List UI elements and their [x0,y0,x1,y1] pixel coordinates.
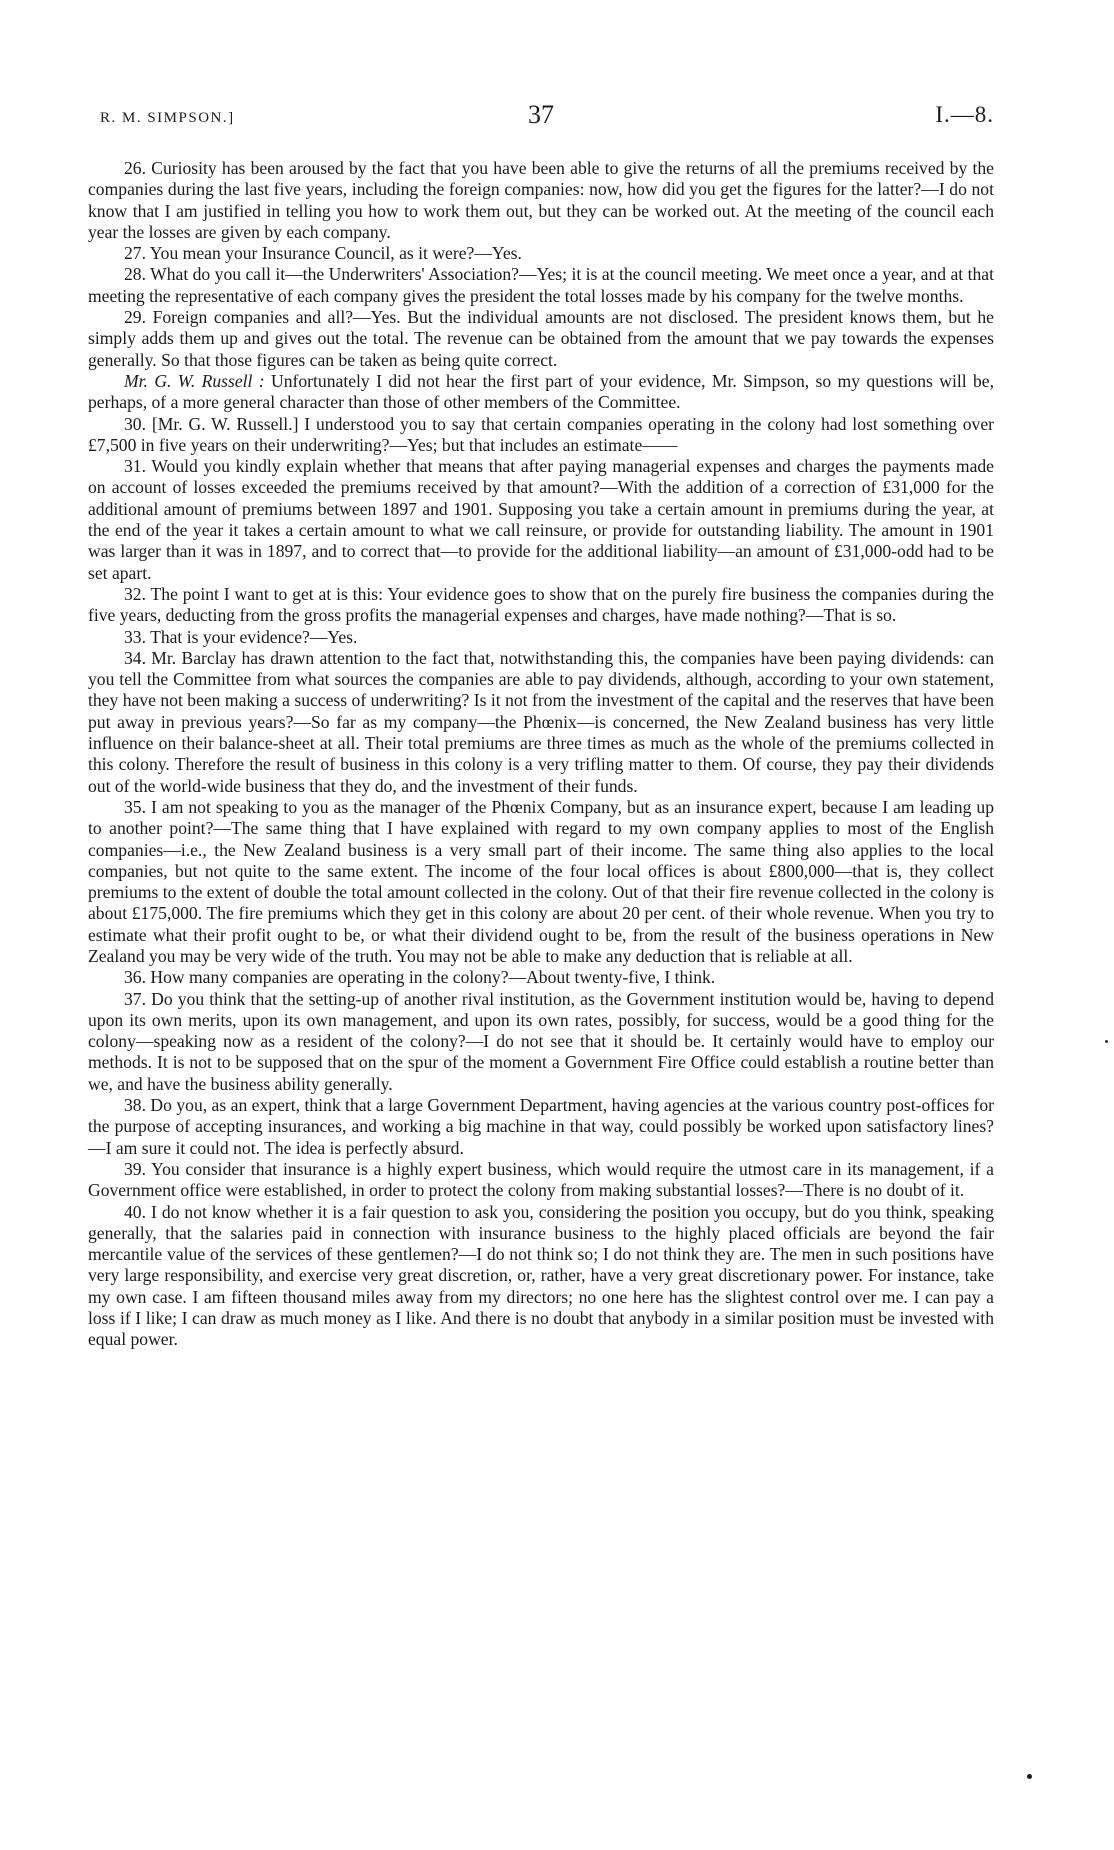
paragraph-35: 35. I am not speaking to you as the manager of the Phœnix Company, but as an insurance expert, because I am leading up to another point?—The same thing that I have explained with regard to my own company applies to most of the English companies—i.e., the New Zealand business is a very small part of their income. The same thing also applies to the local companies, but not quite to the same extent. The income of the four local offices is about £800,000—that is, they collect premiums to the extent of double the total amount collected in the colony. Out of that their fire revenue collected in the colony is about £175,000. The fire premiums which they get in this colony are about 20 per cent. of their whole revenue. When you try to estimate what their profit ought to be, or what their dividend ought to be, from the result of the business operations in New Zealand you may be very wide of the truth. You may not be able to make any deduction that is reliable at all. [88,796,994,966]
paragraph-russell-intro: Mr. G. W. Russell : Unfortunately I did not hear the first part of your evidence, Mr. Simpson, so my questions will be, perhaps, of a more general character than those of other members of the Committee. [88,370,994,413]
paragraph-33: 33. That is your evidence?—Yes. [124,626,358,647]
speaker-name: Mr. G. W. Russell : [124,370,265,391]
paragraph-39: 39. You consider that insurance is a highly expert business, which would require the utmost care in its management, if a Government office were established, in order to protect the colony from making substantial losses?—There is no doubt of it. [88,1158,994,1201]
paper-reference: I.—8. [935,102,994,127]
paragraph-27: 27. You mean your Insurance Council, as it were?—Yes. [124,243,522,264]
evidence-body [88,158,994,1351]
paragraph-32: 32. The point I want to get at is this: Your evidence goes to show that on the purely fire business the companies during the five years, deducting from the gross profits the managerial expenses and charges, have made nothing?—That is so. [88,583,994,626]
paragraph-40: 40. I do not know whether it is a fair question to ask you, considering the position you occupy, but do you think, speaking generally, that the salaries paid in connection with insurance business to the highly placed officials are beyond the fair mercantile value of the services of these gentlemen?—I do not think so; I do not think they are. The men in such positions have very large responsibility, and exercise very great discretion, or, rather, have a very great discretionary power. For instance, take my own case. I am fifteen thousand miles away from my directors; no one here has the slightest control over me. I can pay a loss if I like; I can draw as much money as I like. And there is no doubt that anybody in a similar position must be invested with equal power. [88,1201,994,1350]
paragraph-36: 36. How many companies are operating in the colony?—About twenty-five, I think. [124,967,716,988]
paragraph-37: 37. Do you think that the setting-up of another rival institution, as the Government institution would be, having to depend upon its own merits, upon its own management, and upon its own rates, possibly, for success, would be a good thing for the colony—speaking now as a resident of the colony?—I do not see that it should be. It certainly would have to employ our methods. It is not to be supposed that on the spur of the moment a Government Fire Office could establish a routine better than we, and have the business ability generally. [88,988,994,1094]
paragraph-28: 28. What do you call it—the Underwriters' Association?—Yes; it is at the council meeting. We meet once a year, and at that meeting the representative of each company gives the president the total losses made by his company for the twelve months. [88,264,994,306]
witness-name-header: R. M. SIMPSON.] [100,110,235,126]
document-page [88,96,994,1351]
paragraph-30: 30. [Mr. G. W. Russell.] I understood you to say that certain companies operating in the colony had lost something over £7,500 in five years on their underwriting?—Yes; but that includes an estimate—— [88,413,994,455]
running-head [88,96,994,136]
ink-speck [1027,1774,1032,1779]
paragraph-29: 29. Foreign companies and all?—Yes. But the individual amounts are not disclosed. The president knows them, but he simply adds them up and gives out the total. The revenue can be obtained from the amount that we pay towards the expenses generally. So that those figures can be taken as being quite correct. [88,307,994,370]
ink-speck [1105,1040,1108,1043]
page-number: 37 [528,100,554,129]
paragraph-31: 31. Would you kindly explain whether that means that after paying managerial expenses and charges the payments made on account of losses exceeded the premiums received by that amount?—With the addition of a correction of £31,000 for the additional amount of premiums between 1897 and 1901. Supposing you take a certain amount in premiums during the year, at the end of the year it takes a certain amount to what we call reinsure, or provide for outstanding liability. The amount in 1901 was larger than it was in 1897, and to correct that—to provide for the additional liability—an amount of £31,000-odd had to be set apart. [88,456,994,583]
paragraph-26: 26. Curiosity has been aroused by the fact that you have been able to give the returns of all the premiums received by the companies during the last five years, including the foreign companies: now, how did you get the figures for the latter?—I do not know that I am justified in telling you how to work them out, but they can be worked out. At the meeting of the council each year the losses are given by each company. [88,158,994,242]
paragraph-38: 38. Do you, as an expert, think that a large Government Department, having agencies at the various country post-offices for the purpose of accepting insurances, and working a big machine in that way, could possibly be worked upon satisfactory lines?—I am sure it could not. The idea is perfectly absurd. [88,1095,994,1158]
paragraph-34: 34. Mr. Barclay has drawn attention to the fact that, notwithstanding this, the companies have been paying dividends: can you tell the Committee from what sources the companies are able to pay dividends, although, according to your own statement, they have not been making a success of underwriting? Is it not from the investment of the capital and the reserves that have been put away in previous years?—So far as my company—the Phœnix—is concerned, the New Zealand business has very little influence on their balance-sheet at all. Their total premiums are three times as much as the whole of the premiums collected in this colony. Therefore the result of business in this colony is a very trifling matter to them. Of course, they pay their dividends out of the world-wide business that they do, and the investment of their funds. [88,647,994,796]
